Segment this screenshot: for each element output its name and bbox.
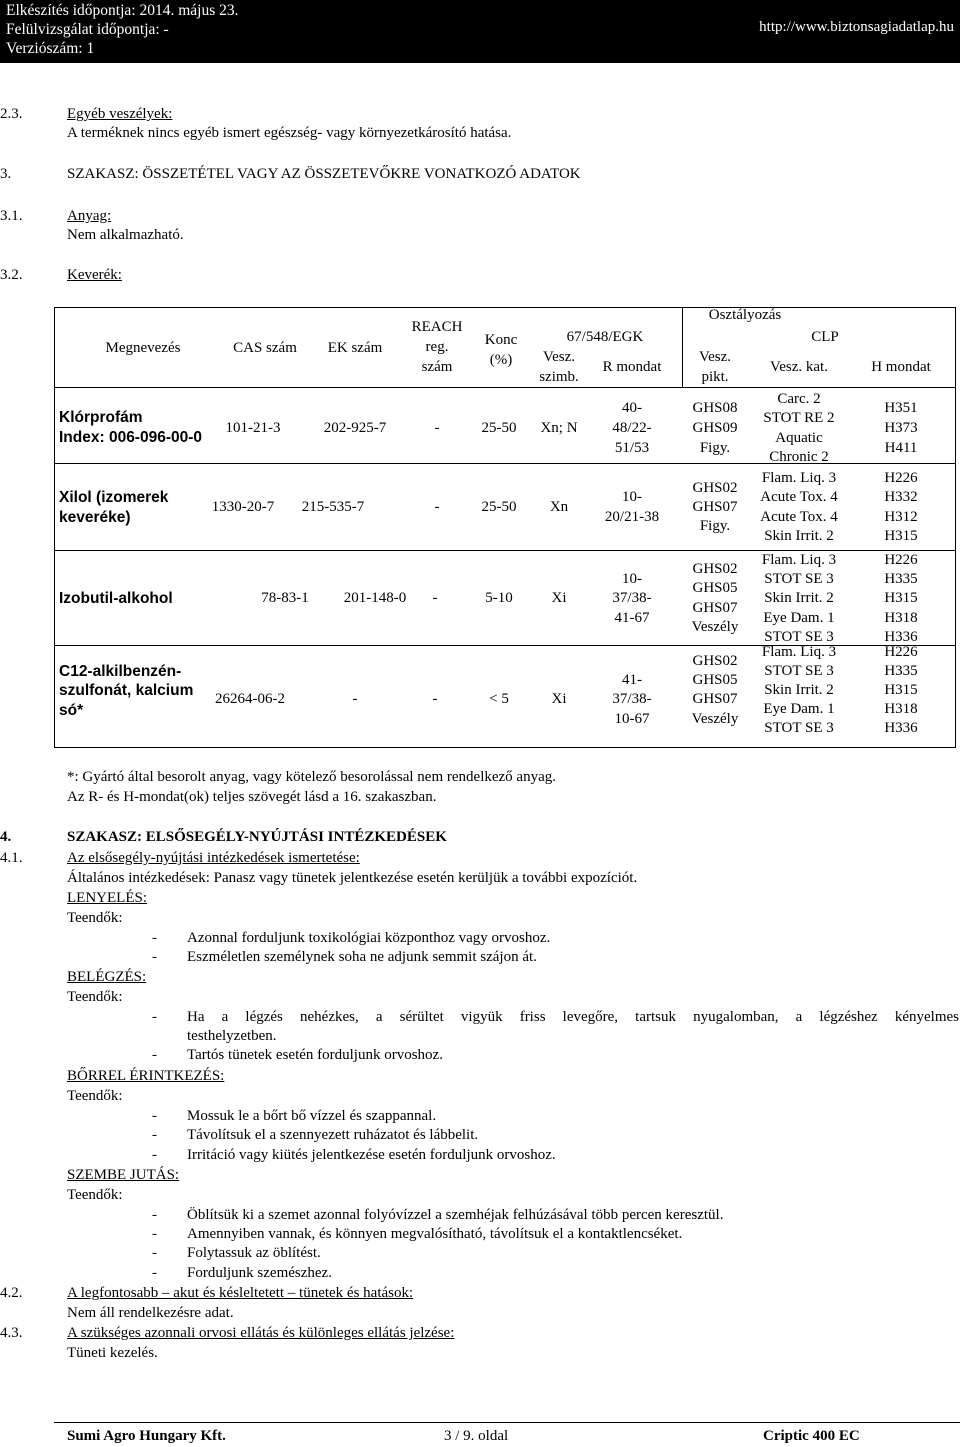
inhalation-heading: BELÉGZÉS: bbox=[67, 969, 147, 985]
header-vesz-szimb-1: Vesz. bbox=[542, 349, 576, 365]
list-item: Azonnal forduljunk toxikológiai központhoz vagy orvoshoz. bbox=[187, 930, 551, 946]
reach-number: - bbox=[432, 691, 438, 707]
list-item: Tartós tünetek esetén forduljunk orvoshoz. bbox=[187, 1047, 443, 1063]
header-cas: CAS szám bbox=[233, 340, 297, 356]
bullet: - bbox=[152, 1245, 157, 1261]
hazard-category: Acute Tox. 4 bbox=[760, 509, 838, 525]
bullet: - bbox=[152, 1147, 157, 1163]
reach-number: - bbox=[434, 499, 440, 515]
actions-label: Teendők: bbox=[67, 910, 123, 926]
bullet: - bbox=[152, 1207, 157, 1223]
hazard-category: Eye Dam. 1 bbox=[763, 701, 835, 717]
hazard-category: Flam. Liq. 3 bbox=[761, 644, 837, 660]
section-2-3-title: Egyéb veszélyek: bbox=[67, 106, 173, 122]
substance-name: Klórprofám bbox=[59, 409, 143, 426]
h-phrase: H335 bbox=[884, 571, 918, 587]
ingestion-heading: LENYELÉS: bbox=[67, 890, 147, 906]
cas-number: 78-83-1 bbox=[261, 590, 309, 606]
pictogram: GHS09 bbox=[692, 420, 738, 436]
hazard-category: Skin Irrit. 2 bbox=[764, 682, 834, 698]
h-phrase: H336 bbox=[884, 629, 918, 645]
hazard-category: Acute Tox. 4 bbox=[760, 489, 838, 505]
substance-name: Xilol (izomerek bbox=[59, 489, 169, 506]
list-item-continuation: testhelyzetben. bbox=[187, 1028, 277, 1044]
h-phrase: H373 bbox=[884, 420, 918, 436]
concentration: 25-50 bbox=[481, 499, 517, 515]
section-4-number: 4. bbox=[0, 829, 12, 845]
section-4-2-title: A legfontosabb – akut és késleltetett – tünetek és hatások: bbox=[67, 1285, 414, 1301]
hazard-symbol: Xn bbox=[549, 499, 569, 515]
pictogram: GHS07 bbox=[692, 691, 738, 707]
h-phrase: H336 bbox=[884, 720, 918, 736]
list-item: Irritáció vagy kiütés jelentkezése esetén forduljunk orvoshoz. bbox=[187, 1147, 556, 1163]
list-item: Folytassuk az öblítést. bbox=[187, 1245, 321, 1261]
cas-number: 101-21-3 bbox=[225, 420, 281, 436]
section-4-3-number: 4.3. bbox=[0, 1325, 23, 1341]
bullet: - bbox=[152, 1108, 157, 1124]
section-4-3-text: Tüneti kezelés. bbox=[67, 1345, 158, 1361]
substance-name: keveréke) bbox=[59, 509, 131, 526]
bullet: - bbox=[152, 1047, 157, 1063]
r-phrase: 37/38- bbox=[612, 691, 652, 707]
section-4-1-title: Az elsősegély-nyújtási intézkedések ismertetése: bbox=[67, 850, 360, 866]
hazard-category: Skin Irrit. 2 bbox=[764, 528, 834, 544]
header-h-mondat: H mondat bbox=[871, 359, 931, 375]
hazard-symbol: Xn; N bbox=[540, 420, 578, 436]
hazard-category: Skin Irrit. 2 bbox=[764, 590, 834, 606]
table-note: Az R- és H-mondat(ok) teljes szövegét lásd a 16. szakaszban. bbox=[67, 789, 437, 805]
footer-page-number: 3 / 9. oldal bbox=[444, 1428, 509, 1444]
section-4-3-title: A szükséges azonnali orvosi ellátás és különleges ellátás jelzése: bbox=[67, 1325, 455, 1341]
r-phrase: 10- bbox=[622, 571, 642, 587]
section-3-title: SZAKASZ: ÖSSZETÉTEL VAGY AZ ÖSSZETEVŐKRE VONATKOZÓ ADATOK bbox=[67, 166, 581, 182]
section-3-2-title: Keverék: bbox=[67, 267, 122, 283]
bullet: - bbox=[152, 930, 157, 946]
r-phrase: 41- bbox=[622, 672, 642, 688]
h-phrase: H335 bbox=[884, 663, 918, 679]
pictogram: GHS07 bbox=[692, 600, 738, 616]
list-item: Ha a légzés nehézkes, a sérültet vigyük friss levegőre, tartsuk nyugalomban, a légzéshez kényelmes bbox=[187, 1009, 959, 1025]
list-item: Eszméletlen személynek soha ne adjunk semmit szájon át. bbox=[187, 949, 537, 965]
section-2-3-text: A terméknek nincs egyéb ismert egészség- vagy környezetkárosító hatása. bbox=[67, 125, 512, 141]
h-phrase: H226 bbox=[884, 552, 918, 568]
r-phrase: 51/53 bbox=[614, 440, 650, 456]
hazard-category: Chronic 2 bbox=[769, 449, 829, 465]
h-phrase: H226 bbox=[884, 470, 918, 486]
bullet: - bbox=[152, 1265, 157, 1281]
skin-contact-heading: BŐRREL ÉRINTKEZÉS: bbox=[67, 1068, 225, 1084]
bullet: - bbox=[152, 1009, 157, 1025]
section-3-1-text: Nem alkalmazható. bbox=[67, 227, 184, 243]
list-item: Távolítsuk el a szennyezett ruházatot és lábbelit. bbox=[187, 1127, 479, 1143]
pictogram: GHS07 bbox=[692, 499, 738, 515]
hazard-category: STOT SE 3 bbox=[764, 571, 834, 587]
section-4-2-text: Nem áll rendelkezésre adat. bbox=[67, 1305, 234, 1321]
hazard-category: Carc. 2 bbox=[777, 391, 821, 407]
header-reach-1: REACH bbox=[411, 319, 463, 335]
signal-word: Veszély bbox=[691, 619, 739, 635]
hazard-category: Flam. Liq. 3 bbox=[761, 552, 837, 568]
bullet: - bbox=[152, 949, 157, 965]
section-3-2-number: 3.2. bbox=[0, 267, 23, 283]
substance-name: só* bbox=[59, 702, 84, 719]
ek-number: - bbox=[352, 691, 358, 707]
section-3-1-title: Anyag: bbox=[67, 208, 112, 224]
ek-number: 202-925-7 bbox=[323, 420, 387, 436]
hazard-symbol: Xi bbox=[551, 590, 567, 606]
h-phrase: H318 bbox=[884, 610, 918, 626]
h-phrase: H312 bbox=[884, 509, 918, 525]
section-4-1-number: 4.1. bbox=[0, 850, 23, 866]
signal-word: Figy. bbox=[699, 440, 731, 456]
hazard-category: Eye Dam. 1 bbox=[763, 610, 835, 626]
hazard-category: Aquatic bbox=[775, 430, 823, 446]
concentration: 25-50 bbox=[481, 420, 517, 436]
r-phrase: 40- bbox=[622, 400, 642, 416]
substance-index: Index: 006-096-00-0 bbox=[59, 429, 203, 446]
header-konc-2: (%) bbox=[489, 352, 513, 368]
general-measures: Általános intézkedések: Panasz vagy tünetek jelentkezése esetén kerüljük a további expozíciót. bbox=[67, 870, 638, 886]
pictogram: GHS02 bbox=[692, 561, 738, 577]
header-konc-1: Konc bbox=[484, 332, 518, 348]
hazard-category: STOT SE 3 bbox=[764, 629, 834, 645]
header-clp: CLP bbox=[811, 329, 839, 345]
pictogram: GHS02 bbox=[692, 480, 738, 496]
r-phrase: 20/21-38 bbox=[604, 509, 660, 525]
footer-company: Sumi Agro Hungary Kft. bbox=[67, 1428, 226, 1444]
concentration: < 5 bbox=[489, 691, 509, 707]
section-4-title: SZAKASZ: ELSŐSEGÉLY-NYÚJTÁSI INTÉZKEDÉSEK bbox=[67, 829, 447, 845]
ek-number: 215-535-7 bbox=[301, 499, 365, 515]
composition-table bbox=[54, 307, 956, 748]
header-reach-3: szám bbox=[421, 359, 453, 375]
footer-divider bbox=[54, 1422, 960, 1423]
header-r-mondat: R mondat bbox=[602, 359, 662, 375]
pictogram: GHS02 bbox=[692, 653, 738, 669]
substance-name: C12-alkilbenzén- bbox=[59, 663, 182, 680]
h-phrase: H411 bbox=[884, 440, 918, 456]
section-2-3-number: 2.3. bbox=[0, 106, 23, 122]
bullet: - bbox=[152, 1226, 157, 1242]
r-phrase: 37/38- bbox=[612, 590, 652, 606]
h-phrase: H332 bbox=[884, 489, 918, 505]
hazard-symbol: Xi bbox=[551, 691, 567, 707]
h-phrase: H315 bbox=[884, 590, 918, 606]
pictogram: GHS05 bbox=[692, 672, 738, 688]
r-phrase: 10-67 bbox=[614, 711, 650, 727]
h-phrase: H315 bbox=[884, 528, 918, 544]
cas-number: 26264-06-2 bbox=[215, 691, 285, 707]
reach-number: - bbox=[432, 590, 438, 606]
header-version: Verziószám: 1 bbox=[6, 40, 95, 57]
header-review-date: Felülvizsgálat időpontja: - bbox=[6, 21, 169, 38]
divider bbox=[55, 387, 955, 388]
actions-label: Teendők: bbox=[67, 1088, 123, 1104]
list-item: Öblítsük ki a szemet azonnal folyóvízzel a szemhéjak felhúzásával több percen keresztül. bbox=[187, 1207, 724, 1223]
r-phrase: 41-67 bbox=[614, 610, 650, 626]
list-item: Amennyiben vannak, és könnyen megvalósítható, távolítsuk el a kontaktlencséket. bbox=[187, 1226, 683, 1242]
ek-number: 201-148-0 bbox=[343, 590, 407, 606]
document-header bbox=[0, 0, 960, 63]
reach-number: - bbox=[434, 420, 440, 436]
substance-name: szulfonát, kalcium bbox=[59, 682, 194, 699]
section-4-2-number: 4.2. bbox=[0, 1285, 23, 1301]
pictogram: GHS08 bbox=[692, 400, 738, 416]
signal-word: Figy. bbox=[699, 518, 731, 534]
bullet: - bbox=[152, 1127, 157, 1143]
header-vesz-pikt-1: Vesz. bbox=[698, 349, 732, 365]
header-67548: 67/548/EGK bbox=[566, 329, 644, 345]
header-reach-2: reg. bbox=[425, 339, 449, 355]
list-item: Mossuk le a bőrt bő vízzel és szappannal. bbox=[187, 1108, 437, 1124]
table-footnote: *: Gyártó által besorolt anyag, vagy kötelező besorolással nem rendelkező anyag. bbox=[67, 769, 556, 785]
hazard-category: STOT SE 3 bbox=[764, 720, 834, 736]
footer-product: Criptic 400 EC bbox=[763, 1428, 860, 1444]
h-phrase: H318 bbox=[884, 701, 918, 717]
actions-label: Teendők: bbox=[67, 989, 123, 1005]
header-vesz-pikt-2: pikt. bbox=[701, 369, 729, 385]
section-3-number: 3. bbox=[0, 166, 12, 182]
h-phrase: H315 bbox=[884, 682, 918, 698]
r-phrase: 10- bbox=[622, 489, 642, 505]
header-osztalyozas: Osztályozás bbox=[708, 307, 782, 323]
header-megnevezes: Megnevezés bbox=[105, 340, 181, 356]
hazard-category: STOT RE 2 bbox=[763, 410, 835, 426]
substance-name: Izobutil-alkohol bbox=[59, 590, 173, 607]
header-vesz-szimb-2: szimb. bbox=[539, 369, 579, 385]
hazard-category: STOT SE 3 bbox=[764, 663, 834, 679]
header-vesz-kat: Vesz. kat. bbox=[770, 359, 828, 375]
h-phrase: H226 bbox=[884, 644, 918, 660]
signal-word: Veszély bbox=[691, 711, 739, 727]
concentration: 5-10 bbox=[485, 590, 513, 606]
eye-contact-heading: SZEMBE JUTÁS: bbox=[67, 1167, 180, 1183]
pictogram: GHS05 bbox=[692, 580, 738, 596]
section-3-1-number: 3.1. bbox=[0, 208, 23, 224]
actions-label: Teendők: bbox=[67, 1187, 123, 1203]
r-phrase: 48/22- bbox=[612, 420, 652, 436]
hazard-category: Flam. Liq. 3 bbox=[761, 470, 837, 486]
header-created-date: Elkészítés időpontja: 2014. május 23. bbox=[6, 2, 239, 19]
header-ek: EK szám bbox=[327, 340, 383, 356]
cas-number: 1330-20-7 bbox=[211, 499, 275, 515]
header-url[interactable]: http://www.biztonsagiadatlap.hu bbox=[759, 19, 954, 35]
h-phrase: H351 bbox=[884, 400, 918, 416]
list-item: Forduljunk szemészhez. bbox=[187, 1265, 332, 1281]
